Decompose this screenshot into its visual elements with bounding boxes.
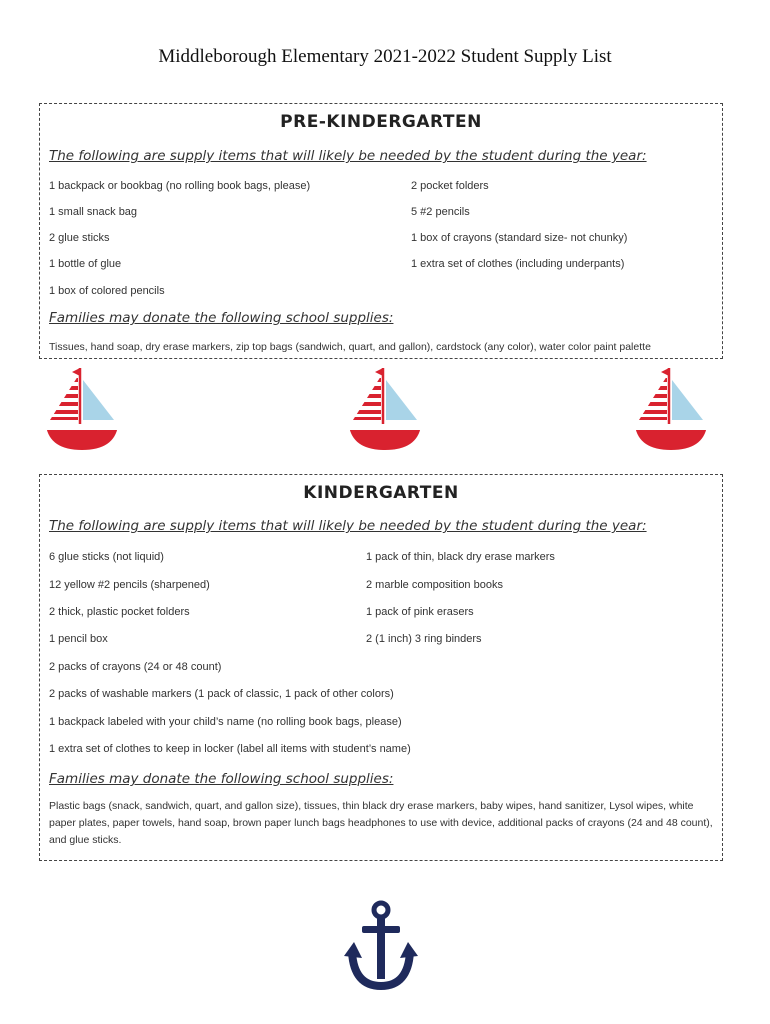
kinder-section bbox=[39, 474, 723, 861]
prek-section bbox=[39, 103, 723, 359]
prek-item: 1 bottle of glue bbox=[49, 258, 122, 270]
prek-item: 1 backpack or bookbag (no rolling book bags, please) bbox=[49, 180, 311, 192]
kinder-donate-text: Plastic bags (snack, sandwich, quart, and gallon size), tissues, thin black dry erase markers, baby wipes, hand sanitizer, Lysol wipes, white paper plates, paper towels, hand soap, brown paper lunch bags headphones to use with device, additional packs of crayons (24 and 48 count), and glue sticks. bbox=[49, 800, 713, 846]
prek-item: 1 box of crayons (standard size- not chunky) bbox=[411, 232, 628, 244]
prek-item: 5 #2 pencils bbox=[411, 206, 470, 218]
kinder-item: 1 backpack labeled with your child’s name (no rolling book bags, please) bbox=[49, 716, 402, 728]
prek-donate-heading: Families may donate the following school supplies: bbox=[49, 310, 394, 326]
sailboat-icon bbox=[44, 366, 120, 452]
page-title: Middleborough Elementary 2021-2022 Student Supply List bbox=[158, 46, 612, 67]
kinder-item: 1 pack of thin, black dry erase markers bbox=[366, 551, 555, 563]
kinder-item: 2 packs of crayons (24 or 48 count) bbox=[49, 661, 222, 673]
prek-donate-text: Tissues, hand soap, dry erase markers, zip top bags (sandwich, quart, and gallon), cardstock (any color), water color paint palette bbox=[49, 341, 651, 353]
kinder-heading: KINDERGARTEN bbox=[303, 483, 459, 503]
kinder-item: 1 extra set of clothes to keep in locker (label all items with student’s name) bbox=[49, 743, 411, 755]
prek-item: 1 small snack bag bbox=[49, 206, 138, 218]
sailboat-icon bbox=[633, 366, 709, 452]
kinder-item: 12 yellow #2 pencils (sharpened) bbox=[49, 579, 210, 591]
prek-intro: The following are supply items that will likely be needed by the student during the year: bbox=[49, 148, 647, 164]
kinder-donate-heading: Families may donate the following school supplies: bbox=[49, 771, 394, 787]
kinder-item: 2 marble composition books bbox=[366, 579, 503, 591]
kinder-item: 2 packs of washable markers (1 pack of classic, 1 pack of other colors) bbox=[49, 688, 394, 700]
prek-item: 2 glue sticks bbox=[49, 232, 110, 244]
kinder-item: 6 glue sticks (not liquid) bbox=[49, 551, 164, 563]
kinder-item: 2 (1 inch) 3 ring binders bbox=[366, 633, 482, 645]
anchor-icon bbox=[344, 900, 418, 992]
kinder-item: 1 pack of pink erasers bbox=[366, 606, 474, 618]
prek-item: 2 pocket folders bbox=[411, 180, 489, 192]
prek-item: 1 box of colored pencils bbox=[49, 285, 165, 297]
sailboat-icon bbox=[347, 366, 423, 452]
prek-item: 1 extra set of clothes (including underpants) bbox=[411, 258, 625, 270]
kinder-item: 2 thick, plastic pocket folders bbox=[49, 606, 190, 618]
kinder-item: 1 pencil box bbox=[49, 633, 108, 645]
kinder-intro: The following are supply items that will likely be needed by the student during the year: bbox=[49, 518, 647, 534]
prek-heading: PRE-KINDERGARTEN bbox=[280, 112, 482, 132]
